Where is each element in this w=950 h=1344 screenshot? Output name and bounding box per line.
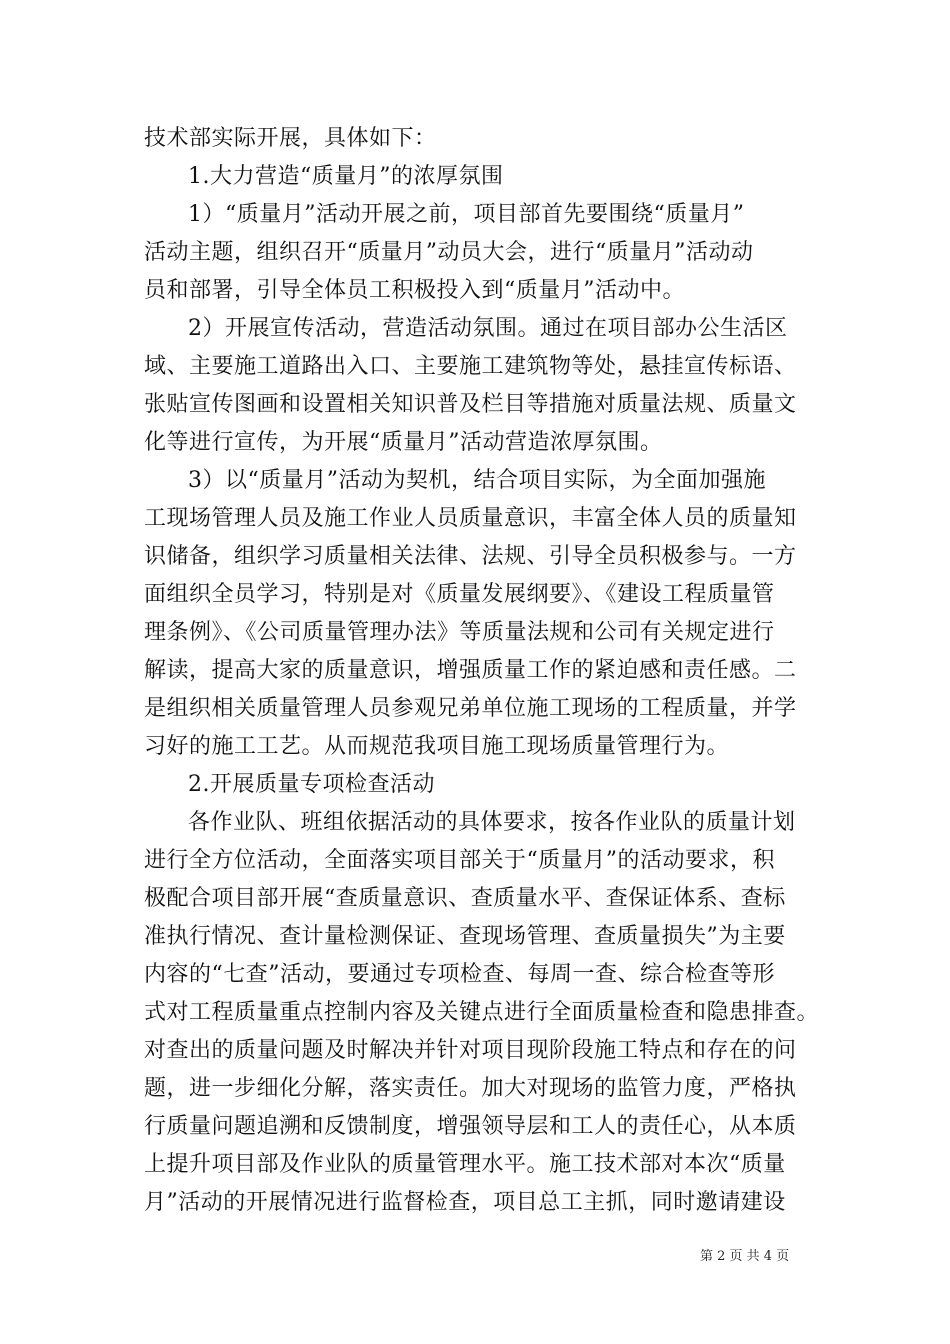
section-heading: 2.开展质量专项检查活动 — [188, 772, 435, 797]
paragraph-start: 1）“质量月”活动开展之前，项目部首先要围绕“质量月” — [188, 202, 745, 227]
text-line: 域、主要施工道路出入口、主要施工建筑物等处，悬挂宣传标语、 — [144, 354, 797, 379]
text-line: 解读，提高大家的质量意识，增强质量工作的紧迫感和责任感。二 — [144, 658, 797, 683]
paragraph-start: 各作业队、班组依据活动的具体要求，按各作业队的质量计划 — [188, 810, 796, 835]
text-line: 面组织全员学习，特别是对《质量发展纲要》、《建设工程质量管 — [144, 582, 775, 607]
text-line: 对查出的质量问题及时解决并针对项目现阶段施工特点和存在的问 — [144, 1038, 797, 1063]
text-line: 识储备，组织学习质量相关法律、法规、引导全员积极参与。一方 — [144, 544, 797, 569]
text-line: 是组织相关质量管理人员参观兄弟单位施工现场的工程质量，并学 — [144, 696, 797, 721]
text-line: 技术部实际开展，具体如下： — [144, 126, 437, 151]
text-line: 题，进一步细化分解，落实责任。加大对现场的监管力度，严格执 — [144, 1076, 797, 1101]
section-heading: 1.大力营造“质量月”的浓厚氛围 — [188, 164, 504, 189]
text-line: 活动主题，组织召开“质量月”动员大会，进行“质量月”活动动 — [144, 240, 754, 265]
text-line: 行质量问题追溯和反馈制度，增强领导层和工人的责任心，从本质 — [144, 1114, 797, 1139]
text-line: 习好的施工工艺。从而规范我项目施工现场质量管理行为。 — [144, 734, 730, 759]
paragraph-start: 2）开展宣传活动，营造活动氛围。通过在项目部办公生活区 — [188, 316, 788, 341]
text-line: 进行全方位活动，全面落实项目部关于“质量月”的活动要求，积 — [144, 848, 775, 873]
text-line: 内容的“七查”活动，要通过专项检查、每周一查、综合检查等形 — [144, 962, 775, 987]
text-line: 理条例》、《公司质量管理办法》等质量法规和公司有关规定进行 — [144, 620, 775, 645]
text-line: 式对工程质量重点控制内容及关键点进行全面质量检查和隐患排查。 — [144, 1000, 820, 1025]
text-line: 月”活动的开展情况进行监督检查，项目总工主抓，同时邀请建设 — [144, 1190, 786, 1215]
text-line: 工现场管理人员及施工作业人员质量意识，丰富全体人员的质量知 — [144, 506, 797, 531]
text-line: 极配合项目部开展“查质量意识、查质量水平、查保证体系、查标 — [144, 886, 786, 911]
paragraph-start: 3）以“质量月”活动为契机，结合项目实际，为全面加强施 — [188, 468, 766, 493]
text-line: 准执行情况、查计量检测保证、查现场管理、查质量损失”为主要 — [144, 924, 786, 949]
document-body — [144, 120, 828, 1222]
text-line: 上提升项目部及作业队的质量管理水平。施工技术部对本次“质量 — [144, 1152, 786, 1177]
text-line: 张贴宣传图画和设置相关知识普及栏目等措施对质量法规、质量文 — [144, 392, 797, 417]
text-line: 化等进行宣传，为开展“质量月”活动营造浓厚氛围。 — [144, 430, 663, 455]
text-line: 员和部署，引导全体员工积极投入到“质量月”活动中。 — [144, 278, 685, 303]
page-number-footer: 第 2 页 共 4 页 — [700, 1249, 790, 1264]
